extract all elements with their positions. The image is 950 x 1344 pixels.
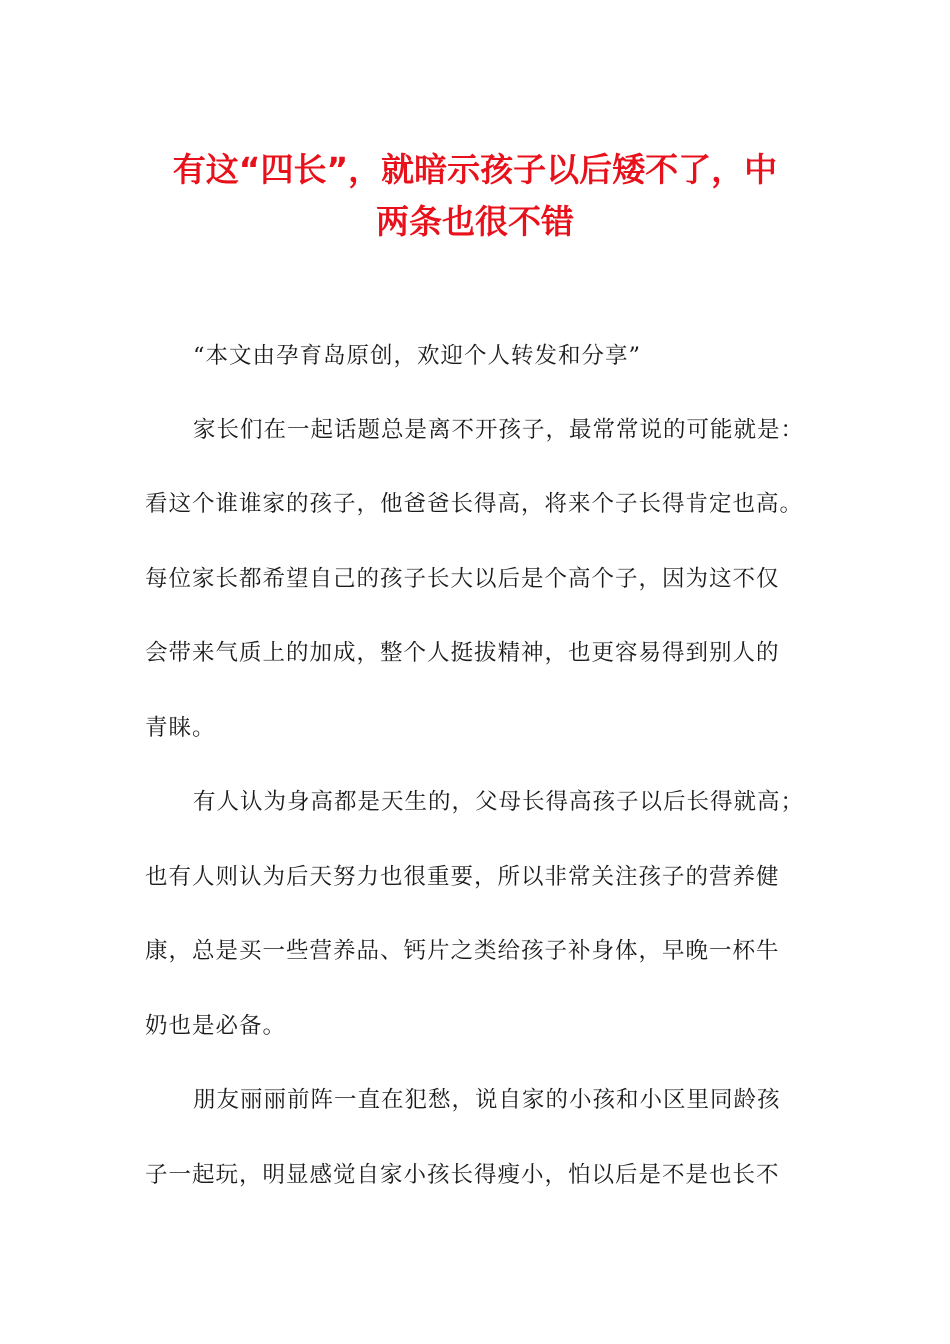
paragraph-3-line-2: 子一起玩，明显感觉自家小孩长得瘦小，怕以后是不是也长不 [145, 1162, 780, 1188]
paragraph-1-line-5: 青睐。 [145, 715, 216, 741]
paragraph-2-line-1: 有人认为身高都是天生的，父母长得高孩子以后长得就高； [193, 789, 805, 815]
title-line-2: 两条也很不错 [376, 202, 574, 241]
paragraph-3-line-1: 朋友丽丽前阵一直在犯愁，说自家的小孩和小区里同龄孩 [193, 1087, 781, 1113]
title-line-1: 有这“四长”，就暗示孩子以后矮不了，中 [172, 150, 778, 189]
paragraph-2-line-4: 奶也是必备。 [145, 1013, 287, 1039]
paragraph-2-line-3: 康，总是买一些营养品、钙片之类给孩子补身体，早晚一杯牛 [145, 938, 780, 964]
article-title [120, 144, 830, 248]
paragraph-1-line-1: 家长们在一起话题总是离不开孩子，最常常说的可能就是： [193, 417, 805, 443]
copyright-notice: “本文由孕育岛原创，欢迎个人转发和分享” [193, 343, 642, 369]
paragraph-1-line-3: 每位家长都希望自己的孩子长大以后是个高个子，因为这不仅 [145, 566, 780, 592]
paragraph-1-line-4: 会带来气质上的加成，整个人挺拔精神，也更容易得到别人的 [145, 640, 780, 666]
paragraph-1-line-2: 看这个谁谁家的孩子，他爸爸长得高，将来个子长得肯定也高。 [145, 491, 804, 517]
paragraph-2-line-2: 也有人则认为后天努力也很重要，所以非常关注孩子的营养健 [145, 864, 780, 890]
